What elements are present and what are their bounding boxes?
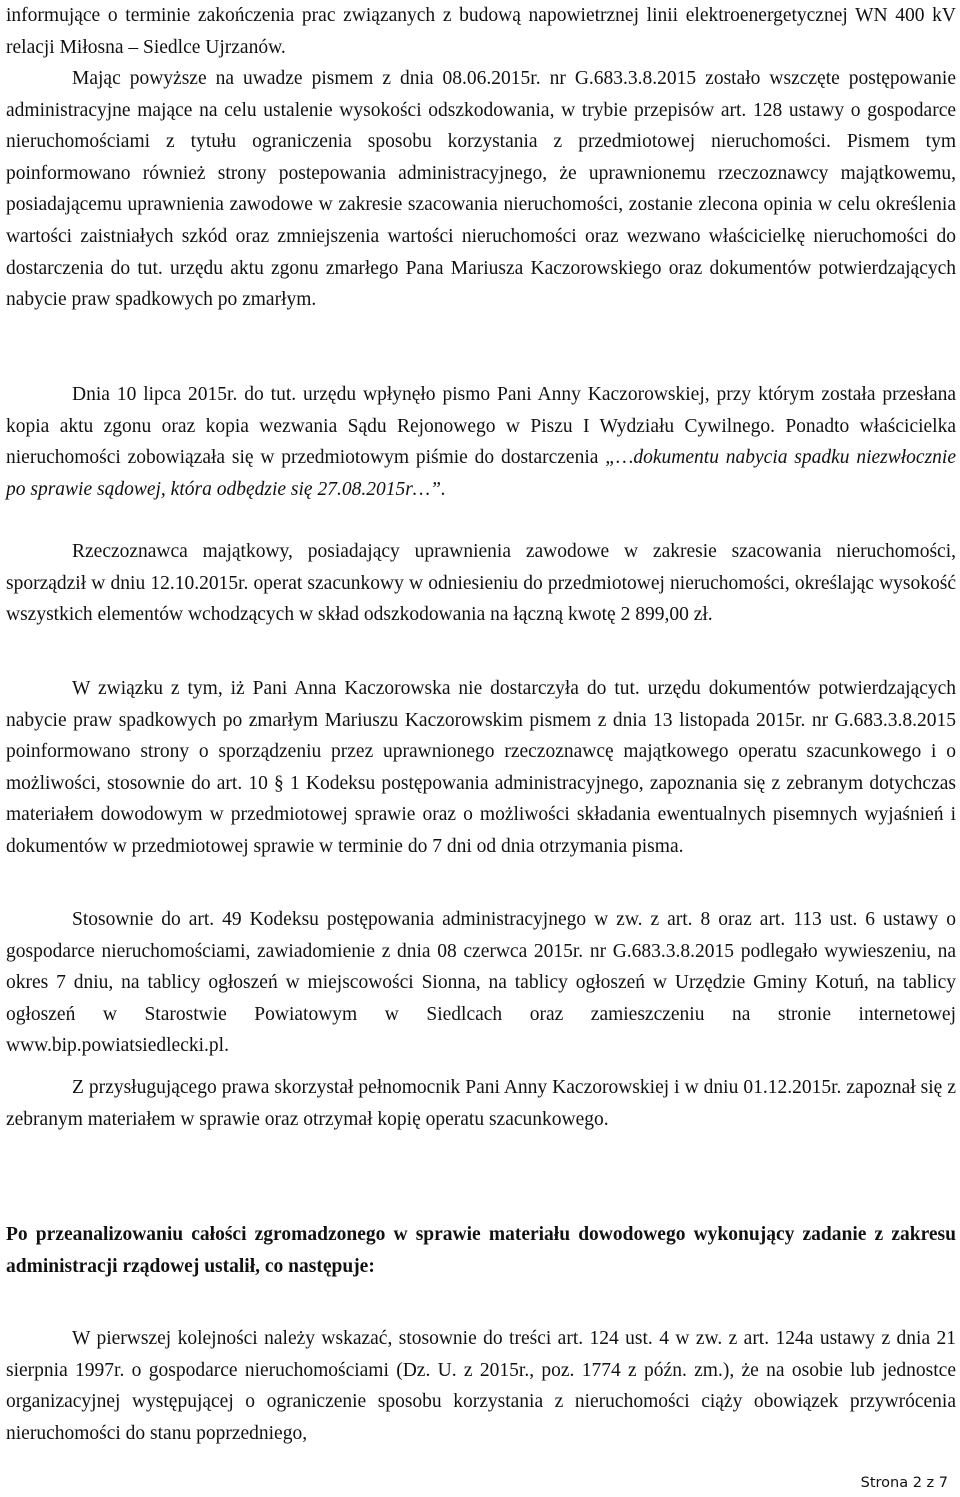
page-number-footer: Strona 2 z 7 [860, 1475, 948, 1491]
paragraph-intro-continuation: informujące o terminie zakończenia prac związanych z budową napowietrznej linii elektroenergetycznej WN 400 kV relacji Miłosna – Siedlce Ujrzanów. [6, 5, 956, 58]
paragraph-attorney-review: Z przysługującego prawa skorzystał pełnomocnik Pani Anny Kaczorowskiej i w dniu 01.12.2015r. zapoznał się z zebranym materiałem w sprawie oraz otrzymał kopię operatu szacunkowego. [6, 1077, 956, 1130]
paragraph-death-certificate-quote: „…dokumentu nabycia spadku niezwłocznie po sprawie sądowej, która odbędzie się 27.08.2015r…”. [6, 447, 956, 500]
paragraph-notice-posting: Stosownie do art. 49 Kodeksu postępowania administracyjnego w zw. z art. 8 oraz art. 113 ust. 6 ustawy o gospodarce nieruchomościami, zawiadomienie z dnia 08 czerwca 2015r. nr G.683.3.8.2015 podlegało wywieszeniu, na okres 7 dniu, na tablicy ogłoszeń w miejscowości Sionna, na tablicy ogłoszeń w Urzędzie Gminy Kotuń, na tablicy ogłoszeń w Starostwie Powiatowym w Siedlcach oraz zamieszczeniu na stronie internetowej www.bip.powiatsiedlecki.pl. [6, 909, 956, 1057]
paragraph-death-certificate-text: Dnia 10 lipca 2015r. do tut. urzędu wpłynęło pismo Pani Anny Kaczorowskiej, przy którym została przesłana kopia aktu zgonu oraz kopia wezwania Sądu Rejonowego w Piszu I Wydziału Cywilnego. Ponadto właścicielka nieruchomości zobowiązała się w przedmiotowym piśmie do dostarczenia [6, 384, 956, 469]
paragraph-appraiser-report: Rzeczoznawca majątkowy, posiadający uprawnienia zawodowe w zakresie szacowania nieruchomości, sporządził w dniu 12.10.2015r. operat szacunkowy w odniesieniu do przedmiotowej nieruchomości, określając wysokość wszystkich elementów wchodzących w skład odszkodowania na łączną kwotę 2 899,00 zł. [6, 541, 956, 626]
paragraph-proceedings-initiated: Mając powyższe na uwadze pismem z dnia 08.06.2015r. nr G.683.3.8.2015 zostało wszczęte postępowanie administracyjne mające na celu ustalenie wysokości odszkodowania, w trybie przepisów art. 128 ustawy o gospodarce nieruchomościami z tytułu ograniczenia sposobu korzystania z przedmiotowej nieruchomości. Pismem tym poinformowano również strony postepowania administracyjnego, że uprawnionemu rzeczoznawcy majątkowemu, posiadającemu uprawnienia zawodowe w zakresie szacowania nieruchomości, zostanie zlecona opinia w celu określenia wartości zaistniałych szkód oraz zmniejszenia wartości nieruchomości oraz wezwano właścicielkę nieruchomości do dostarczenia do tut. urzędu aktu zgonu zmarłego Pana Mariusza Kaczorowskiego oraz dokumentów potwierdzających nabycie praw spadkowych po zmarłym. [6, 68, 956, 311]
paragraph-findings-heading: Po przeanalizowaniu całości zgromadzonego w sprawie materiału dowodowego wykonujący zadanie z zakresu administracji rządowej ustalił, co następuje: [6, 1224, 956, 1277]
paragraph-legal-basis: W pierwszej kolejności należy wskazać, stosownie do treści art. 124 ust. 4 w zw. z art. 124a ustawy z dnia 21 sierpnia 1997r. o gospodarce nieruchomościami (Dz. U. z 2015r., poz. 1774 z późn. zm.), że na osobie lub jednostce organizacyjnej występującej o ograniczenie sposobu korzystania z nieruchomości ciąży obowiązek przywrócenia nieruchomości do stanu poprzedniego, [6, 1328, 956, 1444]
paragraph-death-certificate [6, 379, 956, 505]
paragraph-parties-informed: W związku z tym, iż Pani Anna Kaczorowska nie dostarczyła do tut. urzędu dokumentów potwierdzających nabycie praw spadkowych po zmarłym Mariuszu Kaczorowskim pismem z dnia 13 listopada 2015r. nr G.683.3.8.2015 poinformowano strony o sporządzeniu przez uprawnionego rzeczoznawcę majątkowego operatu szacunkowego i o możliwości, stosownie do art. 10 § 1 Kodeksu postępowania administracyjnego, zapoznania się z zebranym dotychczas materiałem dowodowym w przedmiotowej sprawie oraz o możliwości składania ewentualnych pisemnych wyjaśnień i dokumentów w przedmiotowej sprawie w terminie do 7 dni od dnia otrzymania pisma. [6, 678, 956, 857]
